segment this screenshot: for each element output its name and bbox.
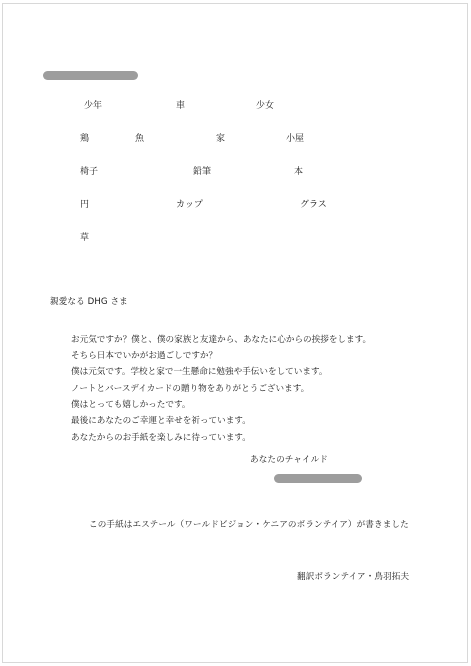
vocab-word: カップ: [176, 200, 203, 210]
letter-line: ノートとバースデイカードの贈り物をありがとうございます。: [71, 384, 310, 394]
vocab-word: 草: [80, 233, 90, 243]
vocab-word: 椅子: [80, 167, 99, 177]
letter-line: 僕はとっても嬉しかったです。: [71, 400, 191, 410]
vocab-word: 小屋: [286, 134, 305, 144]
vocab-word: 少女: [256, 101, 275, 111]
vocab-word: グラス: [300, 200, 327, 210]
letter-salutation: 親愛なる DHG さま: [50, 297, 128, 307]
vocab-word: 鶏: [80, 134, 90, 144]
letter-line: そちら日本でいかがお過ごしですか？: [71, 351, 218, 361]
letter-closing: あなたのチャイルド: [250, 455, 328, 465]
letter-line: 最後にあなたのご幸運と幸せを祈っています。: [71, 416, 251, 426]
translator-credit: 翻訳ボランテイア・鳥羽拓夫: [297, 572, 410, 582]
vocab-word: 少年: [84, 101, 103, 111]
vocab-word: 円: [80, 200, 90, 210]
vocab-word: 魚: [135, 134, 145, 144]
redacted-name-top: [43, 71, 138, 80]
letter-line: あなたからのお手紙を楽しみに待っています。: [71, 433, 251, 443]
redacted-signature: [274, 474, 362, 483]
vocab-word: 本: [294, 167, 304, 177]
letter-line: 僕は元気です。学校と家で一生懸命に勉強や手伝いをしています。: [71, 367, 328, 377]
vocab-word: 車: [176, 101, 186, 111]
letter-page: [2, 3, 468, 663]
writer-note: この手紙はエステール（ワールドビジョン・ケニアのボランテイア）が書きました: [89, 520, 409, 530]
vocab-word: 家: [216, 134, 226, 144]
letter-line: お元気ですか？僕と、僕の家族と友達から、あなたに心からの挨拶をします。: [71, 335, 372, 345]
vocab-word: 鉛筆: [193, 167, 212, 177]
